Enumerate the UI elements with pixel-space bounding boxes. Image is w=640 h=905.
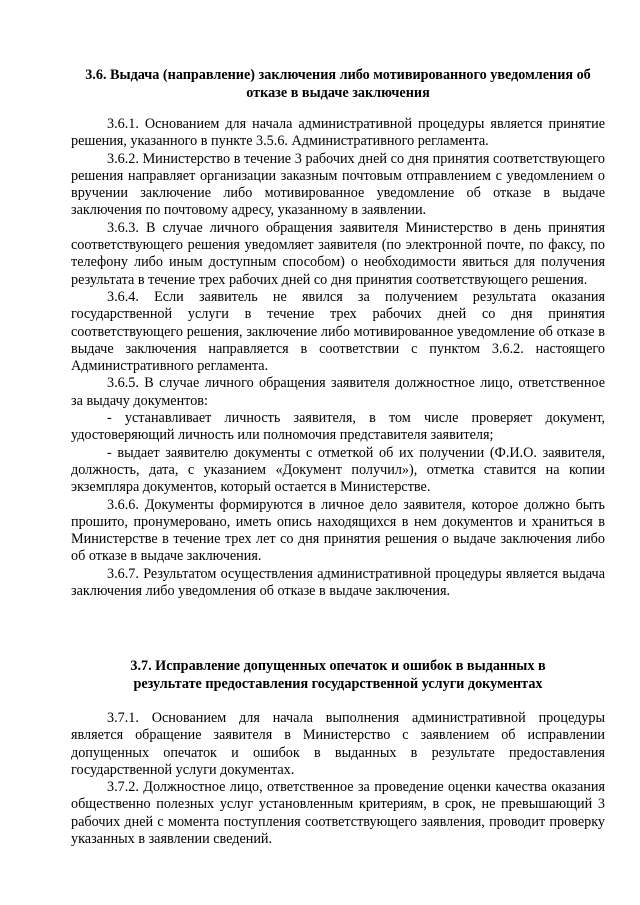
- section-3-7-title-line-2: результате предоставления государственной услуги документах: [133, 676, 543, 692]
- list-item-issue-documents: - выдает заявителю документы с отметкой об их получении (Ф.И.О. заявителя, должность, дата, с указанием «Документ получил»), отметка ставится на копии экземпляра документов, который остается в Министерстве.: [71, 444, 605, 496]
- paragraph-3-6-6: 3.6.6. Документы формируются в личное дело заявителя, которое должно быть прошито, пронумеровано, иметь опись находящихся в нем документов и храниться в Министерстве в течение трех лет со дня принятия решения о выдаче заключения либо об отказе в выдаче заключения.: [71, 496, 605, 565]
- paragraph-3-6-2: 3.6.2. Министерство в течение 3 рабочих дней со дня принятия соответствующего решения направляет организации заказным почтовым отправлением с уведомлением о вручении заключение либо мотивированное уведомление об отказе в выдаче заключения по почтовому адресу, указанному в заявлении.: [71, 150, 605, 219]
- section-3-7-title-line-1: 3.7. Исправление допущенных опечаток и ошибок в выданных в: [130, 658, 546, 674]
- section-3-6-title-line-2: отказе в выдаче заключения: [246, 85, 430, 101]
- paragraph-3-6-3: 3.6.3. В случае личного обращения заявителя Министерство в день принятия соответствующего решения уведомляет заявителя (по электронной почте, по факсу, по телефону либо иным доступным способом) о необходимости явиться для получения результата в течение трех рабочих дней со дня принятия соответствующего решения.: [71, 219, 605, 288]
- paragraph-3-7-2: 3.7.2. Должностное лицо, ответственное за проведение оценки качества оказания общественно полезных услуг установленным критериям, в срок, не превышающий 3 рабочих дней с момента поступления соответствующего заявления, проводит проверку указанных в заявлении сведений.: [71, 779, 605, 848]
- section-3-7-body: [71, 710, 605, 848]
- paragraph-3-6-5: 3.6.5. В случае личного обращения заявителя должностное лицо, ответственное за выдачу документов:: [71, 375, 605, 409]
- section-3-6-body: [71, 116, 605, 600]
- section-3-6-heading: [71, 66, 605, 102]
- paragraph-3-7-1: 3.7.1. Основанием для начала выполнения административной процедуры является обращение заявителя в Министерство с заявлением об исправлении допущенных опечаток и ошибок в выданных в результате предоставления государственной услуги документах.: [71, 710, 605, 778]
- section-3-7-heading: [71, 657, 605, 693]
- section-3-6-title-line-1: 3.6. Выдача (направление) заключения либо мотивированного уведомления об: [85, 67, 591, 83]
- paragraph-3-6-1: 3.6.1. Основанием для начала административной процедуры является принятие решения, указанного в пункте 3.5.6. Административного регламента.: [71, 116, 605, 150]
- paragraph-3-6-7: 3.6.7. Результатом осуществления административной процедуры является выдача заключения либо уведомления об отказе в выдаче заключения.: [71, 565, 605, 600]
- paragraph-3-6-4: 3.6.4. Если заявитель не явился за получением результата оказания государственной услуги в течение трех рабочих дней со дня принятия соответствующего решения, заключение либо мотивированное уведомление об отказе в выдаче заключения направляется в соответствии с пунктом 3.6.2. настоящего Административного регламента.: [71, 288, 605, 375]
- list-item-identify-applicant: - устанавливает личность заявителя, в том числе проверяет документ, удостоверяющий личность или полномочия представителя заявителя;: [71, 410, 605, 444]
